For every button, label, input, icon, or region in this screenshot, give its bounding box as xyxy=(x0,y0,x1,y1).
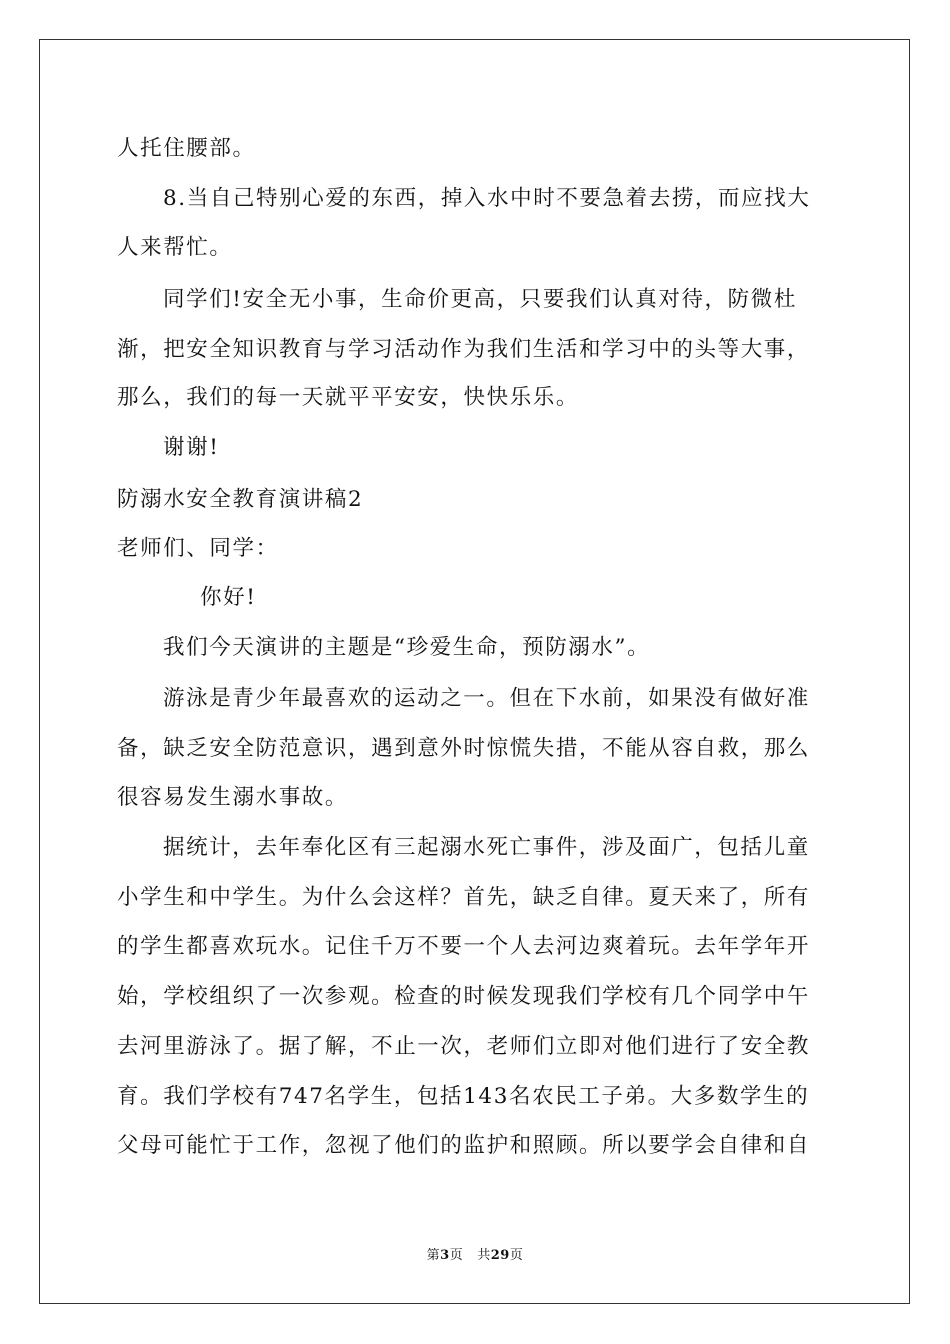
page-footer xyxy=(0,1247,950,1265)
total-suffix: 页 xyxy=(509,1248,524,1263)
page-prefix: 第 xyxy=(426,1248,441,1263)
total-prefix: 共 xyxy=(477,1248,491,1263)
page-suffix: 页 xyxy=(449,1248,464,1263)
salutation: 老师们、同学： xyxy=(117,536,279,561)
text-line: 那么，我们的每一天就平平安安，快快乐乐。 xyxy=(117,385,580,410)
text-line: 始，学校组织了一次参观。检查的时候发现我们学校有几个同学中午 xyxy=(117,984,811,1009)
text-line: 谢谢! xyxy=(163,435,220,460)
text-line: 人来帮忙。 xyxy=(117,235,233,260)
text-line: 同学们!安全无小事，生命价更高，只要我们认真对待，防微杜 xyxy=(163,287,797,312)
text-line: 很容易发生溺水事故。 xyxy=(117,785,349,810)
text-line: 人托住腰部。 xyxy=(117,136,256,161)
text-line: 游泳是青少年最喜欢的运动之一。但在下水前，如果没有做好准 xyxy=(163,686,810,711)
text-line: 渐，把安全知识教育与学习活动作为我们生活和学习中的头等大事， xyxy=(117,337,811,362)
page-number: 3 xyxy=(440,1248,450,1263)
text-line: 据统计，去年奉化区有三起溺水死亡事件，涉及面广，包括儿童 xyxy=(163,835,810,860)
page-border xyxy=(39,39,910,1304)
total-pages: 29 xyxy=(490,1248,510,1263)
text-line: 8.当自己特别心爱的东西，掉入水中时不要急着去捞，而应找大 xyxy=(163,186,811,211)
text-line: 去河里游泳了。据了解，不止一次，老师们立即对他们进行了安全教 xyxy=(117,1034,811,1059)
text-line: 父母可能忙于工作，忽视了他们的监护和照顾。所以要学会自律和自 xyxy=(117,1133,811,1158)
greeting: 你好! xyxy=(200,585,257,610)
text-line: 备，缺乏安全防范意识，遇到意外时惊慌失措，不能从容自救，那么 xyxy=(117,736,811,761)
section-title: 防溺水安全教育演讲稿2 xyxy=(117,487,364,512)
text-line: 我们今天演讲的主题是“珍爱生命，预防溺水”。 xyxy=(163,635,651,660)
text-line: 小学生和中学生。为什么会这样？首先，缺乏自律。夏天来了，所有 xyxy=(117,885,811,910)
text-line: 育。我们学校有747名学生，包括143名农民工子弟。大多数学生的 xyxy=(117,1084,810,1109)
text-line: 的学生都喜欢玩水。记住千万不要一个人去河边爽着玩。去年学年开 xyxy=(117,934,811,959)
